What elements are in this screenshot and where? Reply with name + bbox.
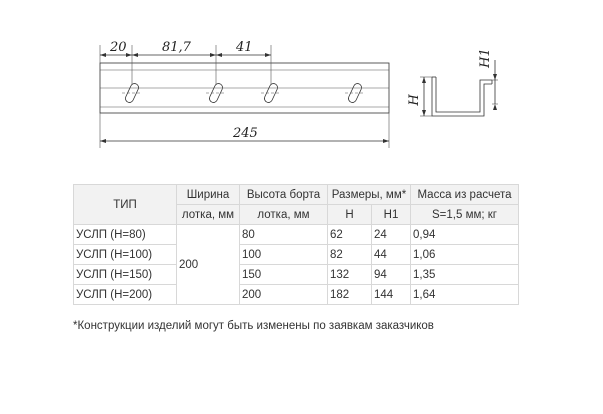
table-row bbox=[74, 285, 519, 305]
dim-offset: 20 bbox=[110, 40, 127, 55]
table-row bbox=[74, 225, 519, 245]
header-width-1: Ширина bbox=[177, 185, 240, 205]
cell-mass: 1,64 bbox=[411, 285, 519, 305]
header-h1: Н1 bbox=[372, 205, 411, 225]
cell-h: 132 bbox=[328, 265, 372, 285]
cell-shared-width: 200 bbox=[177, 225, 240, 305]
header-mass-1: Масса из расчета bbox=[411, 185, 519, 205]
cell-h: 62 bbox=[328, 225, 372, 245]
cell-h1: 24 bbox=[372, 225, 411, 245]
table-row bbox=[74, 245, 519, 265]
profile-section bbox=[407, 48, 498, 116]
mounting-slots bbox=[122, 82, 365, 104]
header-type: ТИП bbox=[74, 185, 177, 225]
cell-h: 82 bbox=[328, 245, 372, 265]
cell-height: 150 bbox=[240, 265, 328, 285]
slot-4 bbox=[345, 82, 365, 104]
dim-height-label: H bbox=[407, 94, 422, 106]
bar-front-view bbox=[100, 63, 389, 113]
cell-type: УСЛП (Н=100) bbox=[74, 245, 177, 265]
cell-mass: 1,35 bbox=[411, 265, 519, 285]
cell-mass: 1,06 bbox=[411, 245, 519, 265]
cell-type: УСЛП (Н=80) bbox=[74, 225, 177, 245]
cell-h: 182 bbox=[328, 285, 372, 305]
header-width-2: лотка, мм bbox=[177, 205, 240, 225]
table-header-row-1 bbox=[74, 185, 519, 205]
dim-flange-label: H1 bbox=[478, 48, 493, 68]
length-dimension bbox=[100, 113, 389, 148]
cell-h1: 44 bbox=[372, 245, 411, 265]
header-h: Н bbox=[328, 205, 372, 225]
header-mass-2: S=1,5 мм; кг bbox=[411, 205, 519, 225]
dim-pitch: 81,7 bbox=[162, 40, 191, 55]
cell-h1: 144 bbox=[372, 285, 411, 305]
cell-height: 200 bbox=[240, 285, 328, 305]
cell-mass: 0,94 bbox=[411, 225, 519, 245]
dim-length: 245 bbox=[233, 126, 258, 141]
spec-table bbox=[73, 184, 519, 305]
cell-type: УСЛП (Н=150) bbox=[74, 265, 177, 285]
technical-drawing bbox=[0, 0, 603, 180]
cell-height: 80 bbox=[240, 225, 328, 245]
header-sizes: Размеры, мм* bbox=[328, 185, 411, 205]
dim-spacing: 41 bbox=[236, 40, 253, 55]
cell-h1: 94 bbox=[372, 265, 411, 285]
footnote: *Конструкции изделий могут быть изменены по заявкам заказчиков bbox=[73, 320, 434, 332]
header-height-1: Высота борта bbox=[240, 185, 328, 205]
cell-type: УСЛП (Н=200) bbox=[74, 285, 177, 305]
top-dimension-chain bbox=[100, 40, 271, 85]
cell-height: 100 bbox=[240, 245, 328, 265]
slot-2 bbox=[206, 82, 226, 104]
table-row bbox=[74, 265, 519, 285]
header-height-2: лотка, мм bbox=[240, 205, 328, 225]
slot-1 bbox=[122, 82, 142, 104]
slot-3 bbox=[261, 82, 281, 104]
